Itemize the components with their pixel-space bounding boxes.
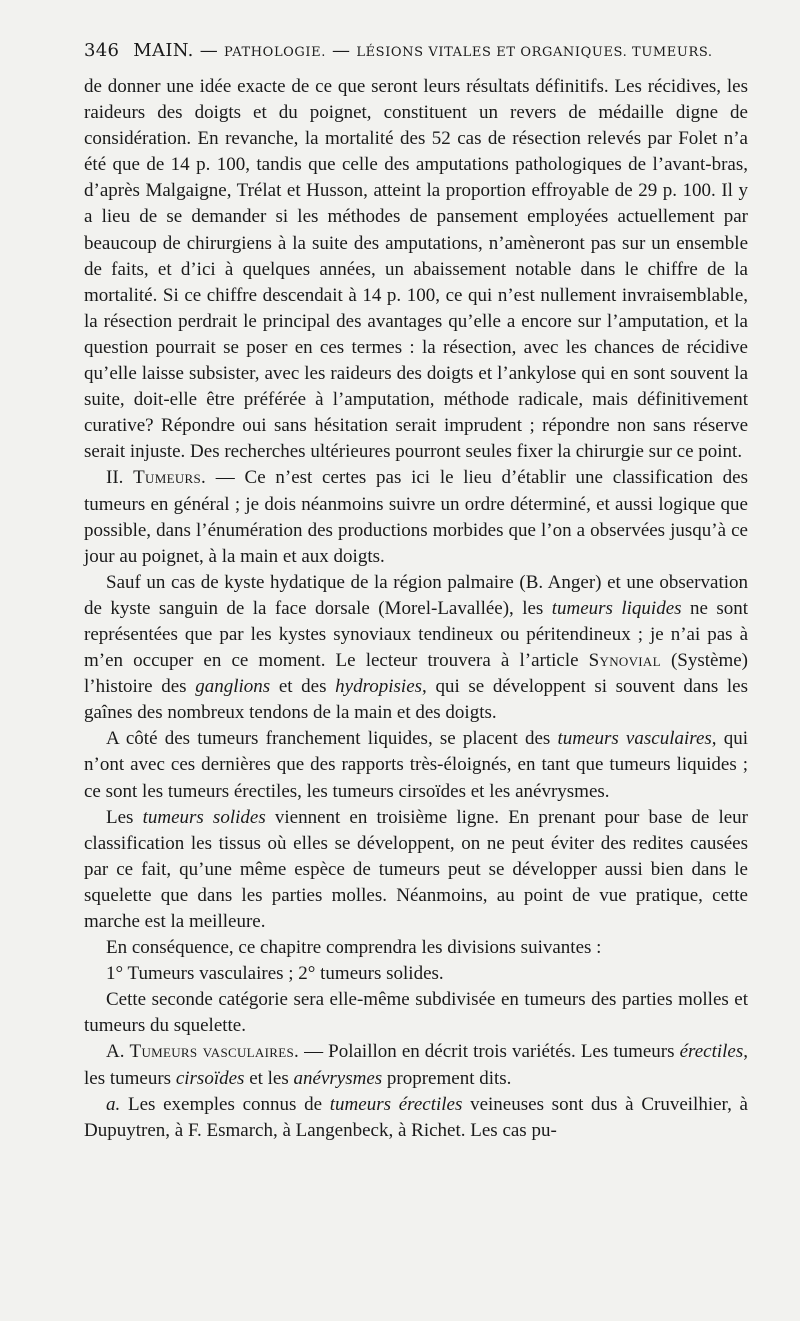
section-numeral: II.	[106, 467, 124, 489]
section-heading: Tumeurs vasculaires.	[129, 1041, 300, 1063]
italic-term: anévrysmes	[293, 1067, 383, 1089]
paragraph-tumeurs-liquides	[84, 570, 748, 727]
header-title: MAIN.	[133, 40, 194, 61]
text-run: Sauf un cas de kyste hydatique de la région palmaire (B. Anger) et une observation de kyste sanguin de la face dorsale (Morel-Lavallée), les	[84, 571, 748, 619]
paragraph-division-list: 1° Tumeurs vasculaires ; 2° tumeurs solides.	[106, 963, 444, 985]
section-heading: Tumeurs.	[133, 467, 207, 489]
running-header	[84, 40, 724, 61]
paragraph-resection: de donner une idée exacte de ce que seront leurs résultats définitifs. Les récidives, les raideurs des doigts et du poignet, constituent un revers de médaille digne de considération. En revanche, la mortalité des 52 cas de résection relevés par Folet n’a été que de 14 p. 100, tandis que celle des amputations pathologiques de l’avant-bras, d’après Malgaigne, Trélat et Husson, atteint la proportion effroyable de 29 p. 100. Il y a lieu de se demander si les méthodes de pansement employées actuellement par beaucoup de chirurgiens à la suite des amputations, n’amèneront pas sur un ensemble de faits, et d’ici à quelques années, un abaissement notable dans le chiffre de la mortalité. Si ce chiffre descendait à 14 p. 100, ce qui n’est nullement invraisemblable, la résection perdrait le principal des avantages qu’elle a encore sur l’amputation, et la question pourrait se poser en ces termes : la résection, avec les chances de récidive qu’elle laisse subsister, avec les raideurs des doigts et l’ankylose qui en sont souvent la suite, doit-elle être préférée à l’amputation, méthode radicale, mais définitivement curative? Répondre oui sans hésitation serait imprudent ; répondre non sans réserve serait injuste. Des recherches ultérieures pourront seules fixer la chirurgie sur ce point.	[84, 76, 748, 463]
text-run: et des	[270, 676, 336, 698]
italic-term: hydropisies	[335, 676, 423, 698]
italic-term: érectiles	[679, 1041, 744, 1063]
paragraph-tumeurs-vasculaires	[84, 726, 748, 804]
paragraph-tumeurs-intro	[84, 465, 748, 569]
text-run: (Système) l’histoire des	[84, 650, 748, 698]
text-run: et les	[244, 1067, 294, 1089]
paragraph-subsection-a	[84, 1092, 748, 1144]
italic-term: tumeurs solides	[142, 806, 266, 828]
text-run: , les tumeurs	[84, 1041, 748, 1089]
text-run: ne sont représentées que par les kystes synoviaux tendineux ou péritendineux ; je n’ai pas à m’en occuper en ce moment. Le lecteur trouvera à l’article	[84, 597, 748, 672]
header-dash: —	[332, 40, 351, 61]
text-run: — Polaillon en décrit trois variétés. Les tumeurs	[299, 1041, 680, 1063]
body-text	[84, 74, 748, 1144]
italic-term: cirsoïdes	[175, 1067, 245, 1089]
text-run: A côté des tumeurs franchement liquides, se placent des	[106, 728, 558, 750]
text-run: , qui se développent si souvent dans les gaînes des nombreux tendons de la main et des doigts.	[84, 676, 748, 724]
text-run: veineuses sont dus à Cruveilhier, à Dupuytren, à F. Esmarch, à Langenbeck, à Richet. Les cas pu-	[84, 1093, 748, 1141]
section-label: A.	[106, 1041, 125, 1063]
text-run: , qui n’ont avec ces dernières que des rapports très-éloignés, en tant que tumeurs liquides ; ce sont les tumeurs érectiles, les tumeurs cirsoïdes et les anévrysmes.	[84, 728, 749, 802]
header-section: PATHOLOGIE.	[224, 45, 326, 60]
header-subsection: LÉSIONS VITALES ET ORGANIQUES. TUMEURS.	[356, 45, 713, 60]
italic-term: tumeurs liquides	[551, 597, 682, 619]
paragraph-text: — Ce n’est certes pas ici le lieu d’établir une classification des tumeurs en général ; je dois néanmoins suivre un ordre déterminé, et aussi logique que possible, dans l’énumération des productions morbides que l’on a observées jusqu’à ce jour au poignet, à la main et aux doigts.	[84, 467, 749, 567]
paragraph-tumeurs-solides	[84, 805, 748, 935]
italic-term: ganglions	[195, 676, 271, 698]
text-run: proprement dits.	[382, 1067, 512, 1089]
text-run: viennent en troisième ligne. En prenant pour base de leur classification les tissus où elles se développent, on ne peut éviter des redites causées par ce fait, qu’une même espèce de tumeurs peut se développer aussi bien dans le squelette que dans les parties molles. Néanmoins, au point de vue pratique, cette marche est la meilleure.	[84, 806, 748, 932]
paragraph-subdivision: Cette seconde catégorie sera elle-même subdivisée en tumeurs des parties molles et tumeurs du squelette.	[84, 989, 748, 1037]
subsection-label: a.	[106, 1093, 121, 1115]
page-number: 346	[84, 40, 120, 61]
text-run: Les	[106, 806, 143, 828]
italic-term: tumeurs érectiles	[329, 1093, 463, 1115]
text-run: Les exemples connus de	[120, 1093, 330, 1115]
italic-term: tumeurs vasculaires	[557, 728, 712, 750]
paragraph-section-a	[84, 1039, 748, 1091]
paragraph-divisions: En conséquence, ce chapitre comprendra les divisions suivantes :	[106, 937, 602, 959]
cross-reference: Synovial	[588, 650, 661, 672]
header-dash: —	[199, 40, 219, 61]
